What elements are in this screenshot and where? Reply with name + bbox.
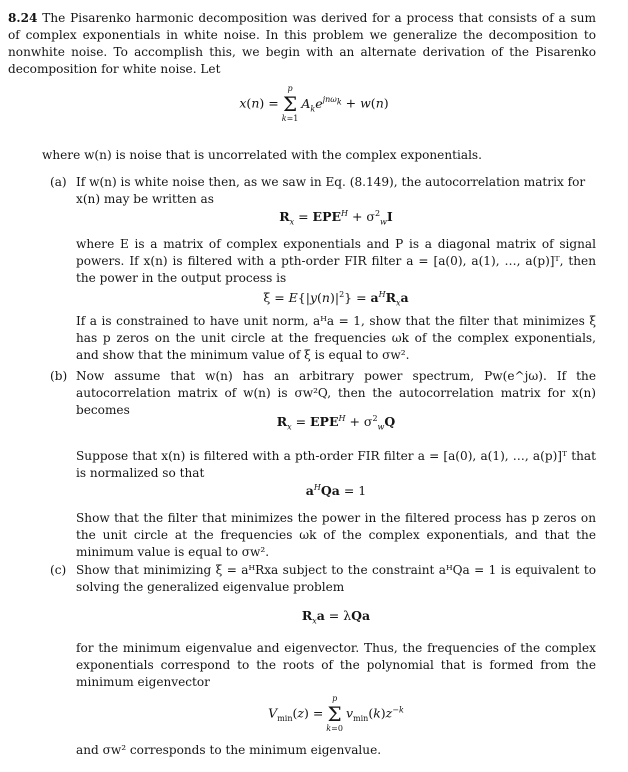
sum-operator-vmin: p Σ k=0 [326,694,343,733]
equation-vmin: $V_{min}(z)$ = p Σ k=0 $v_{min}(k)z^{-k}$ [268,694,404,733]
part-c-p2: for the minimum eigenvalue and eigenvector. Thus, the frequencies of the complex exponentials correspond to the roots of the polynomial that is formed from the minimum eigenvector [76,641,596,689]
part-c-p1: Show that minimizing ξ = aᴴRxa subject to the constraint aᴴQa = 1 is equivalent to solving the generalized eigenvalue problem [76,563,596,594]
equation-power: $\xi = E\{|y(n)|^2\} = a^HR_xa$ [263,289,409,308]
part-a-p3: If a is constrained to have unit norm, aᴴa = 1, show that the filter that minimizes ξ has p zeros on the unit circle at the frequencies ωk of the complex exponentials, and show that the minimum value of ξ is equal to σw². [76,314,596,362]
equation-rx-colored: $R_x = EPE^H + \sigma^2_wQ$ [276,413,396,432]
part-a-p2: where E is a matrix of complex exponentials and P is a diagonal matrix of signal powers. If x(n) is filtered with a pth-order FIR filter a = [a(0), a(1), …, a(p)]ᵀ, then the power in the output process is [76,237,596,285]
problem-number: 8.24 [8,11,38,25]
part-a-label: (a) [50,175,67,189]
problem-intro [8,10,596,78]
after-model-text: where w(n) is noise that is uncorrelated with the complex exponentials. [42,148,482,162]
equation-model-source [389,84,390,85]
equation-norm: $a^HQa = 1$ [305,482,367,498]
sum-operator: p Σ k=1 [281,84,299,123]
part-b-label: (b) [50,369,68,383]
part-a-p1: If w(n) is white noise then, as we saw in Eq. (8.149), the autocorrelation matrix for x(n) may be written as [76,175,586,206]
equation-model: x(n) = p Σ k=1 $A_ke^{jn\omega_k} + w(n)$ [239,84,389,123]
equation-gen-eig: $R_xa = \lambda Qa$ [301,608,371,626]
problem-intro-text: The Pisarenko harmonic decomposition was derived for a process that consists of a sum of complex exponentials in white noise. In this problem we generalize the decomposition to nonwhite noise. To accomplish this, we begin with an alternate derivation of the Pisarenko decomposition for white noise. Let [8,11,596,76]
equation-rx-white: $R_x = EPE^H + \sigma^2_wI$ [279,208,393,227]
part-b-p2: Suppose that x(n) is filtered with a pth-order FIR filter a = [a(0), a(1), …, a(p)]ᵀ that is normalized so that [76,449,596,480]
part-b-p1: Now assume that w(n) has an arbitrary power spectrum, Pw(e^jω). If the autocorrelation matrix of w(n) is σw²Q, then the autocorrelation matrix for x(n) becomes [76,369,596,417]
part-c-p3: and σw² corresponds to the minimum eigenvalue. [76,743,382,757]
part-b-p3: Show that the filter that minimizes the power in the filtered process has p zeros on the unit circle at the frequencies ωk of the complex exponentials, and that the minimum value is equal to σw². [76,511,596,559]
part-c-label: (c) [50,563,67,577]
